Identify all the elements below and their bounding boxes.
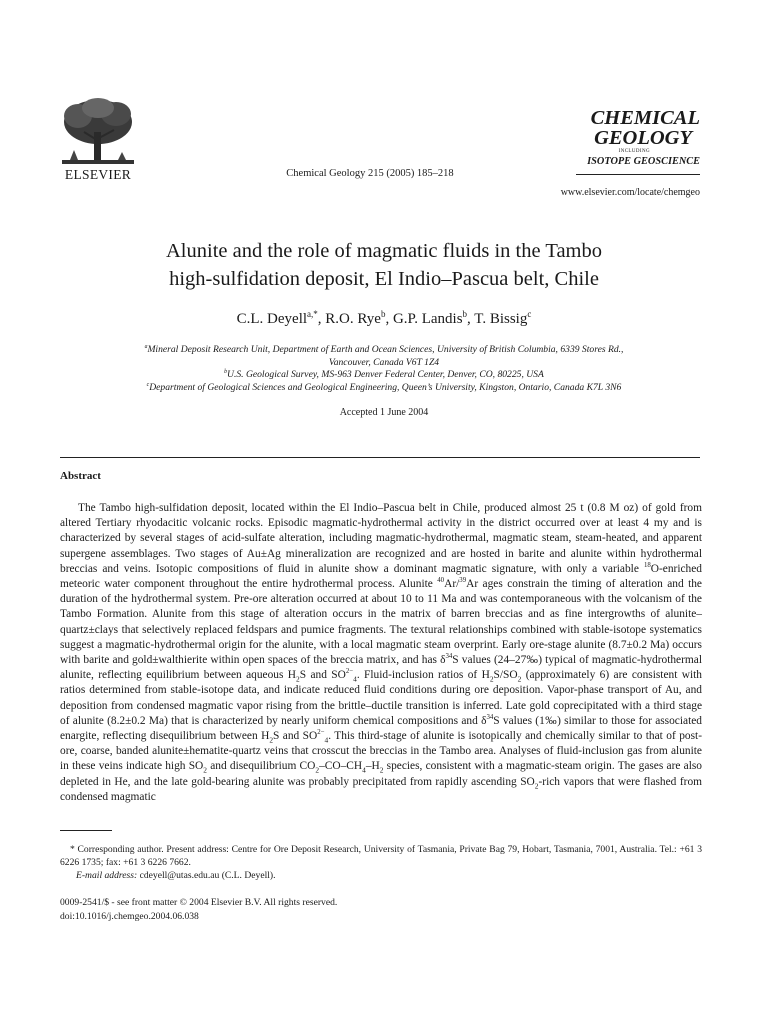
author-affil-mark: b <box>380 309 386 319</box>
footnote-mark: * <box>70 844 75 855</box>
accepted-date: Accepted 1 June 2004 <box>339 407 429 418</box>
issn-copyright: 0009-2541/$ - see front matter © 2004 Elsevier B.V. All rights reserved. <box>60 897 338 908</box>
article-title <box>60 237 708 293</box>
journal-reference: Chemical Geology 215 (2005) 185–218 <box>286 168 454 179</box>
affiliations <box>60 344 708 394</box>
footnote <box>60 843 702 882</box>
author-name: C.L. Deyell <box>236 311 308 327</box>
author-name: T. Bissig <box>474 311 528 327</box>
author-affil-mark: c <box>527 309 532 319</box>
brand-divider <box>576 174 700 175</box>
footnote-divider <box>60 830 112 831</box>
brand-line1: CHEMICAL <box>590 107 700 129</box>
affil-mark: c <box>146 381 150 388</box>
author-affil-mark: a, <box>307 309 314 319</box>
brand-line2: GEOLOGY <box>594 127 692 149</box>
front-matter <box>60 896 337 924</box>
abstract-text: The Tambo high-sulfidation deposit, located within the El Indio–Pascua belt in Chile, produced almost 25 t (0.8 M oz) of gold from altered Tertiary rhyodacitic volcanic rocks. Episodic magmatic-hydrothermal activity in the district occurred over at least 4 my and is characterized by several stages of acid-sulfate alteration, including magmatic-hydrothermal, magmatic steam, steam-heated, and apparent supergene assemblages. Two stages of Au±Ag mineralization are recognized and are hosted in barite and alunite within hydrothermal breccias and veins. Isotopic compositions of fluid in alunite show a dominant magmatic signature, with only a variable $^{18}$O-enriched meteoric water component throughout the entire hydrothermal process. Alunite $^{40}$Ar/$^{39}$Ar ages constrain the timing of alteration and the duration of the hydrothermal system. Pre-ore alteration occurred at about 10 to 11 Ma and was contemporaneous with the volcanism of the Tambo Formation. Alunite from this stage of alteration occurs in the matrix of barren breccias and as fine intergrowths of alunite–quartz±clays that selectively replaced feldspars and pumice fragments. The textural relationships combined with stable-isotope systematics suggest a magmatic-hydrothermal origin for the alunite, with a local magmatic steam overprint. Early ore-stage alunite (8.7±0.2 Ma) occurs with barite and gold±walthierite within open spaces of the breccia matrix, and has $\delta^{34}S$ values (24–27‰) typical of magmatic-hydrothermal alunite, reflecting equilibrium between aqueous $H_2S$ and $SO^{2-}_4$. Fluid-inclusion ratios of $H_2S/SO_2$ (approximately 6) are consistent with ratios determined from stable-isotope data, and indicate reduced fluid conditions during ore deposition. Vapor-phase transport of Au, and deposition from condensed magmatic vapor rising from the brittle–ductile transition is inferred. Late gold coprecipitated with a third stage of alunite (8.2±0.2 Ma) that is characterized by nearly uniform chemical compositions and $\delta^{34}S$ values (1‰) similar to those for associated enargite, reflecting disequilibrium between $H_2S$ and $SO^{2-}_4$. This third-stage of alunite is isotopically and chemically similar to that of post-ore, coarse, banded alunite±hematite-quartz veins that crosscut the breccias in the Tambo area. Analyses of fluid-inclusion gas from alunite in these veins indicate high $SO_2$ and disequilibrium $CO_2-CO-CH_4-H_2$ species, consistent with a magmatic-steam origin. The gases are also depleted in He, and the late gold-bearing alunite was probably precipitated from rapidly ascending $SO_2$-rich vapors that were flashed from condensed magmatic <box>60 502 703 803</box>
journal-brand <box>587 108 700 167</box>
header-divider <box>60 457 700 458</box>
abstract-heading: Abstract <box>60 470 101 482</box>
brand-line4: ISOTOPE GEOSCIENCE <box>587 156 700 167</box>
email-label: E-mail address: <box>76 870 138 881</box>
affil-text: Department of Geological Sciences and Geological Engineering, Queen’s University, Kingston, Ontario, Canada K7L 3N6 <box>149 381 622 393</box>
author-name: R.O. Rye <box>325 311 381 327</box>
author-separator: , <box>467 311 475 327</box>
title-line1: Alunite and the role of magmatic fluids in the Tambo <box>166 240 602 262</box>
author-separator: , <box>385 311 393 327</box>
doi[interactable]: doi:10.1016/j.chemgeo.2004.06.038 <box>60 911 199 922</box>
title-line2: high-sulfidation deposit, El Indio–Pascua belt, Chile <box>169 268 599 290</box>
affiliation-c <box>60 382 708 395</box>
author-name: G.P. Landis <box>392 311 463 327</box>
author-separator: , <box>317 311 326 327</box>
affil-mark: a <box>144 343 148 350</box>
author-list <box>60 311 708 328</box>
journal-url[interactable]: www.elsevier.com/locate/chemgeo <box>560 187 700 198</box>
author-affil-mark: b <box>462 309 468 319</box>
affiliation-a <box>60 344 708 357</box>
affiliation-a-cont: Vancouver, Canada V6T 1Z4 <box>328 356 440 368</box>
publisher-name: ELSEVIER <box>64 167 132 182</box>
corresponding-author-mark[interactable]: * <box>313 309 318 319</box>
footnote-text: Corresponding author. Present address: Centre for Ore Deposit Research, University of Tasmania, Private Bag 79, Hobart, Tasmania, 7001, Australia. Tel.: +61 3 6226 1735; fax: +61 3 6226 7662. <box>60 844 702 868</box>
elsevier-tree-icon <box>56 96 140 168</box>
affil-mark: b <box>224 368 228 375</box>
affiliation-b <box>60 369 708 382</box>
affil-text: Mineral Deposit Research Unit, Department of Earth and Ocean Sciences, University of British Columbia, 6339 Stores Rd., <box>147 344 624 355</box>
email-address[interactable]: cdeyell@utas.edu.au (C.L. Deyell). <box>137 870 276 881</box>
brand-line3: INCLUDING <box>618 149 650 154</box>
affil-text: U.S. Geological Survey, MS-963 Denver Federal Center, Denver, CO, 80225, USA <box>227 369 544 380</box>
